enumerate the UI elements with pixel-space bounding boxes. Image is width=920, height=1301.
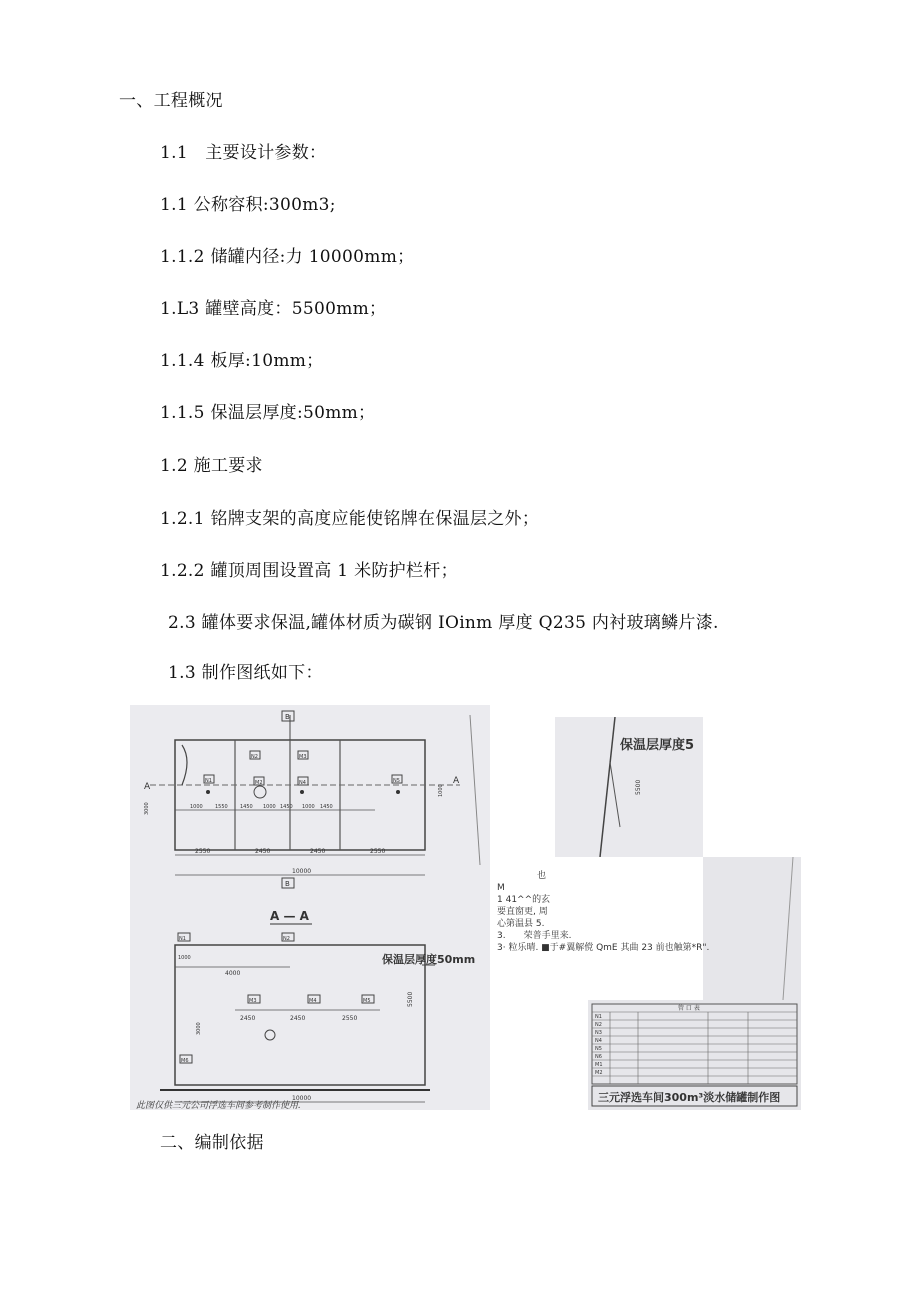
svg-text:N2: N2 [595, 1022, 602, 1028]
insulation-detail-label: 保温层厚度5 [620, 738, 695, 753]
plate-thickness-line: 1.1.4 板厚:10mm； [160, 351, 324, 371]
drawing-footer-note: 此图仅供三元公司浮选车间参考制作使用. [136, 1101, 301, 1110]
svg-text:1450: 1450 [240, 804, 253, 810]
svg-text:M3: M3 [299, 754, 307, 760]
insulation-thickness-line: 1.1.5 保温层厚度:50mm； [160, 403, 376, 423]
nozzle-table-header: 管 口 表 [678, 1005, 700, 1012]
top-section-mark: B [285, 713, 290, 721]
wall-height-line: 1.L3 罐壁高度：5500mm； [160, 299, 387, 319]
section-title: A — A [270, 909, 309, 923]
svg-text:N4: N4 [595, 1038, 602, 1044]
construction-req-heading: 1.2 施工要求 [160, 456, 263, 476]
svg-text:10000: 10000 [292, 1095, 312, 1102]
svg-text:1000: 1000 [190, 804, 203, 810]
svg-text:N5: N5 [595, 1046, 602, 1052]
tank-drawing-photo [130, 705, 490, 1110]
svg-text:N1: N1 [179, 936, 186, 942]
svg-text:2550: 2550 [370, 848, 386, 855]
svg-text:N1: N1 [595, 1014, 602, 1020]
side-mark-left: A [144, 782, 151, 792]
svg-text:2450: 2450 [310, 848, 326, 855]
svg-text:5500: 5500 [407, 991, 414, 1007]
svg-text:M2: M2 [255, 780, 263, 786]
insulation-label: 保温层厚度50mm [382, 953, 476, 966]
svg-text:M1: M1 [595, 1062, 603, 1068]
svg-text:2450: 2450 [240, 1015, 256, 1022]
svg-text:2550: 2550 [342, 1015, 358, 1022]
svg-text:1000: 1000 [263, 804, 276, 810]
svg-text:3000: 3000 [144, 802, 150, 815]
insulation-material-line: 2.3 罐体要求保温,罐体材质为碳钢 IOinm 厚度 Q235 内衬玻璃鳞片漆. [168, 613, 719, 633]
svg-text:N1: N1 [205, 778, 212, 784]
svg-text:N6: N6 [595, 1054, 602, 1060]
svg-text:N2: N2 [251, 754, 258, 760]
design-params-heading: 1.1 主要设计参数： [160, 143, 327, 163]
side-mark-right: A [453, 776, 460, 786]
svg-text:N5: N5 [393, 778, 400, 784]
svg-text:5500: 5500 [635, 779, 642, 795]
title-block-photo [588, 1000, 801, 1110]
svg-text:1550: 1550 [215, 804, 228, 810]
drawings-heading: 1.3 制作图纸如下： [168, 663, 323, 683]
svg-text:M3: M3 [249, 998, 257, 1004]
svg-text:M2: M2 [595, 1070, 603, 1076]
nameplate-req-line: 1.2.1 铭牌支架的高度应能使铭牌在保温层之外； [160, 509, 540, 529]
nominal-volume-line: 1.1 公称容积:300m3; [160, 195, 336, 215]
svg-text:N3: N3 [595, 1030, 602, 1036]
railing-req-line: 1.2.2 罐顶周围设置高 1 米防护栏杆； [160, 561, 458, 581]
svg-text:M6: M6 [181, 1058, 189, 1064]
svg-text:1000: 1000 [302, 804, 315, 810]
svg-text:N4: N4 [299, 780, 306, 786]
svg-text:1000: 1000 [438, 784, 444, 797]
svg-text:M4: M4 [309, 998, 317, 1004]
svg-text:4000: 4000 [225, 970, 241, 977]
section-heading-basis: 二、编制依据 [160, 1133, 264, 1153]
svg-text:2550: 2550 [195, 848, 211, 855]
tank-diameter-line: 1.1.2 储罐内径:力 10000mm； [160, 247, 415, 267]
svg-text:3000: 3000 [196, 1022, 202, 1035]
insulation-detail-photo [555, 717, 703, 857]
svg-text:1000: 1000 [178, 955, 191, 961]
svg-text:2450: 2450 [290, 1015, 306, 1022]
drawing-title: 三元浮选车间300m³淡水储罐制作图 [598, 1091, 781, 1104]
svg-text:N2: N2 [283, 936, 290, 942]
notes-block: 也 M 1 41^^的玄 要直窗更, 周 心第温县 5. 3. 荣普手里来. 3· 粒乐晴. ■于#翼解傥 QmE 其曲 23 前也触第*R". [497, 871, 710, 953]
bottom-section-mark: B [285, 880, 290, 888]
svg-text:M5: M5 [363, 998, 371, 1004]
svg-text:10000: 10000 [292, 868, 312, 875]
svg-text:1450: 1450 [320, 804, 333, 810]
svg-text:1450: 1450 [280, 804, 293, 810]
svg-text:2450: 2450 [255, 848, 271, 855]
section-heading-overview: 一、工程概况 [119, 91, 223, 111]
